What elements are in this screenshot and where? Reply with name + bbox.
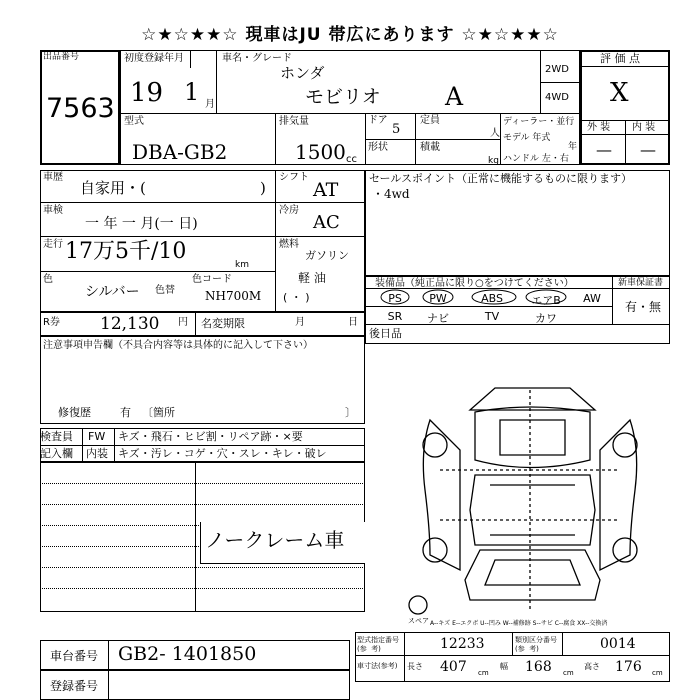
color-change-label: 色替 <box>155 285 175 296</box>
repair-value: 有 <box>120 406 131 419</box>
height-cm: cm <box>652 669 663 677</box>
inspection-label: 車検 <box>43 205 63 216</box>
capacity-unit: 人 <box>490 128 500 139</box>
registration-label: 初度登録年月 <box>124 53 184 64</box>
sales-point-box <box>365 170 670 276</box>
model-code: DBA-GB2 <box>132 140 228 164</box>
load-label: 積載 <box>420 142 440 153</box>
recycle-label: R券 <box>43 317 60 328</box>
capacity-label: 定員 <box>420 115 440 126</box>
type-no: 12233 <box>440 636 485 652</box>
equip-pw: PW <box>429 292 447 305</box>
mileage-unit: km <box>235 260 249 270</box>
lot-label: 出品番号 <box>43 52 80 62</box>
car-maker: ホンダ <box>280 64 325 82</box>
chassis-value: GB2- 1401850 <box>118 643 257 665</box>
chassis-label: 車台番号 <box>50 649 99 663</box>
equip-sr: SR <box>387 310 403 323</box>
fuel-type: 軽 油 <box>298 271 326 285</box>
color-code: NH700M <box>205 289 262 303</box>
rating-label: 評 価 点 <box>600 52 640 65</box>
inspector-interior: 内装 <box>86 447 108 460</box>
length-cm: cm <box>478 669 489 677</box>
sales-point-note: ・4wd <box>372 187 410 201</box>
car-name-label: 車名・グレード <box>222 53 292 64</box>
car-model: モビリオ <box>305 86 381 108</box>
wd4-label: 4WD <box>545 92 569 103</box>
recycle-unit: 円 <box>178 317 188 328</box>
fuel-paren: ( ・ ) <box>283 291 310 304</box>
exterior-label: 外 装 <box>587 122 611 133</box>
cc-unit: cc <box>346 154 357 165</box>
aircon-label: 冷房 <box>279 205 299 216</box>
inspector-interior-items: キズ・汚レ・コゲ・穴・スレ・キレ・破レ <box>118 447 327 460</box>
length-label: 長さ <box>407 662 423 671</box>
equip-navi: ナビ <box>427 312 449 325</box>
equip-aw: AW <box>583 292 601 305</box>
usage-label: 車歴 <box>43 172 63 183</box>
usage-value: 自家用・( <box>80 179 146 197</box>
color-value: シルバー <box>85 284 140 300</box>
color-label: 色 <box>43 274 53 285</box>
expiry-day: 日 <box>348 317 358 328</box>
doors-label: ドア <box>368 115 388 126</box>
interior-label: 内 装 <box>632 122 656 133</box>
lot-number: 7563 <box>46 93 115 124</box>
inspector-label-2: 記入欄 <box>40 447 73 460</box>
width-cm: cm <box>563 669 574 677</box>
model-code-label: 型式 <box>124 116 144 127</box>
equipment-label: 装備品（純正品に限り○をつけてください） <box>375 278 574 289</box>
equip-abs: ABS <box>481 292 503 305</box>
parts-close: 〕 <box>345 406 356 419</box>
model-year-label: モデル 年式 <box>503 133 551 143</box>
size-label: 車寸法(参考) <box>357 662 398 670</box>
equip-airbag: エアB <box>531 294 561 307</box>
registration-month-unit: 月 <box>205 99 215 110</box>
rating-value: X <box>610 78 629 108</box>
interior-value: — <box>640 140 656 159</box>
sales-point-label: セールスポイント（正常に機能するものに限ります） <box>369 172 633 185</box>
car-grade: A <box>445 82 464 111</box>
fuel-value: ガソリン <box>305 249 349 262</box>
wd2-label: 2WD <box>545 64 569 75</box>
inspector-fw-items: キズ・飛石・ヒビ割・リペア跡・×要 <box>118 430 303 443</box>
mileage-value: 17万5千/10 <box>65 239 187 264</box>
doors: 5 <box>392 122 401 137</box>
height-label: 高さ <box>584 662 600 671</box>
aircon-value: AC <box>313 212 340 233</box>
parts-label: 〔箇所 <box>142 406 175 419</box>
equipment-circles <box>365 288 612 324</box>
width-value: 168 <box>525 659 552 675</box>
dealer-label: ディーラー・並行 <box>503 117 575 127</box>
diagram-legend: A--キズ E--エクボ U--凹み W--補修跡 S--サビ C--腐食 XX--交換済 <box>430 620 608 627</box>
inspector-fw: FW <box>88 430 106 443</box>
year-suffix: 年 <box>568 142 578 152</box>
handle-label: ハンドル 左・右 <box>503 154 569 164</box>
width-label: 幅 <box>500 662 508 671</box>
load-unit: kg <box>488 156 499 166</box>
displacement: 1500 <box>295 140 346 164</box>
equip-ps: PS <box>388 292 402 305</box>
shift-value: AT <box>313 179 339 201</box>
displacement-label: 排気量 <box>279 116 309 127</box>
type-no-label: 型式指定番号 (参 考) <box>357 636 399 654</box>
inspection-value: 一 年 一 月(一 日) <box>85 216 198 232</box>
fuel-label: 燃料 <box>279 239 299 250</box>
reg-no-label: 登録番号 <box>50 679 99 693</box>
no-claim-text: ノークレーム車 <box>205 528 345 552</box>
recycle-value: 12,130 <box>100 314 160 334</box>
warranty-label: 新車保証書 <box>618 278 664 288</box>
color-code-label: 色コード <box>192 274 232 285</box>
shift-label: シフト <box>279 172 309 183</box>
car-damage-diagram <box>400 380 660 620</box>
spare-label: スペア <box>408 617 429 625</box>
mileage-label: 走行 <box>43 239 63 250</box>
height-value: 176 <box>615 659 642 675</box>
retrofit-label: 後日品 <box>369 327 402 340</box>
expiry-label: 名変期限 <box>201 317 245 330</box>
class-no-label: 類別区分番号 (参 考) <box>515 636 557 654</box>
registration-year: 19 <box>130 78 164 108</box>
equip-leather: カワ <box>535 312 557 325</box>
equip-tv: TV <box>484 310 500 323</box>
usage-close: ) <box>260 179 266 197</box>
length-value: 407 <box>440 659 467 675</box>
class-no: 0014 <box>600 636 636 652</box>
registration-month: 1 <box>184 78 200 106</box>
expiry-month: 月 <box>295 317 305 328</box>
header-banner: ☆★☆★★☆ 現車はJU 帯広にあります ☆★☆★★☆ <box>141 25 559 45</box>
repair-label: 修復歴 <box>58 406 91 419</box>
notes-label: 注意事項申告欄（不具合内容等は具体的に記入して下さい） <box>43 340 313 351</box>
parts-label-text: 箇所 <box>153 406 175 419</box>
shape-label: 形状 <box>368 142 388 153</box>
warranty-value: 有・無 <box>625 300 662 314</box>
inspector-label-1: 検査員 <box>40 430 73 443</box>
exterior-value: — <box>596 140 612 159</box>
